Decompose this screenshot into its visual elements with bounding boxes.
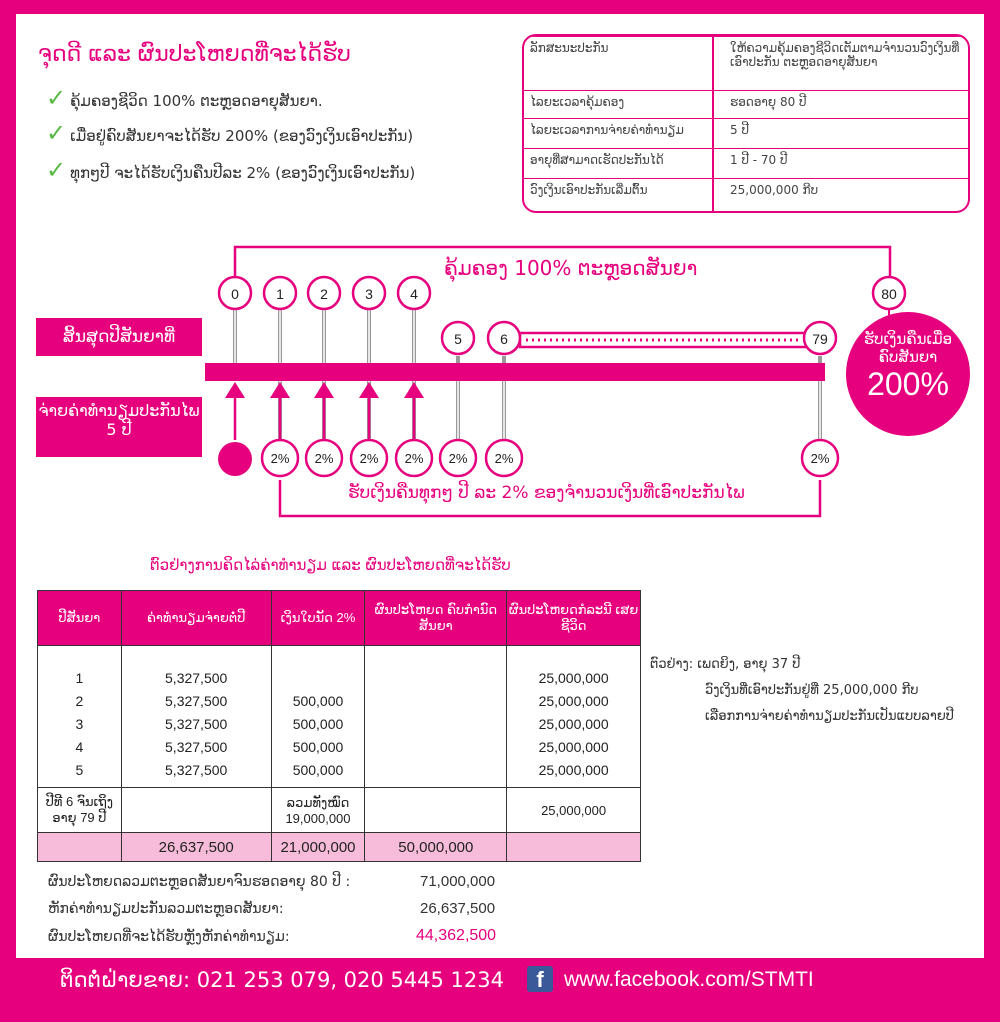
- table-cell: [365, 758, 507, 781]
- table-cell: 3: [38, 712, 122, 735]
- benefit-text: ຄຸ້ມຄອງຊີວິດ 100% ຕະຫຼອດອາຍຸສັນຍາ.: [70, 92, 323, 110]
- table-cell: 1: [38, 666, 122, 689]
- column-header: ຄ່າທຳນຽມຈ່າຍຕໍ່ປີ: [121, 591, 271, 646]
- info-value: 25,000,000 ກີບ: [730, 183, 819, 197]
- table-cell: 25,000,000: [507, 788, 641, 833]
- info-label: ລັກສະນະປະກັນ: [530, 41, 609, 55]
- refund-label: 2%: [810, 451, 830, 466]
- table-cell: [121, 788, 271, 833]
- benefits-title: ຈຸດດີ ແລະ ຜົນປະໂຫຍດທີ່ຈະໄດ້ຮັບ: [38, 42, 351, 67]
- example-title: ຕົວຢ່າງການຄິດໄລ່ຄ່າທຳນຽມ ແລະ ຜົນປະໂຫຍດທີ່ຈະໄດ້ຮັບ: [150, 556, 511, 574]
- table-cell: 500,000: [271, 689, 365, 712]
- table-cell: [365, 735, 507, 758]
- table-cell: 4: [38, 735, 122, 758]
- column-header: ຜົນປະໂຫຍດກໍລະນີ ເສຍຊີວິດ: [507, 591, 641, 646]
- table-row: [38, 735, 641, 758]
- table-cell: 25,000,000: [507, 689, 641, 712]
- info-row: [524, 118, 968, 149]
- info-row: [524, 36, 968, 91]
- info-row: [524, 90, 968, 119]
- table-cell: 500,000: [271, 758, 365, 781]
- check-icon: ✓: [46, 119, 67, 147]
- facebook-icon[interactable]: f: [527, 966, 553, 992]
- benefit-text: ທຸກໆປີ ຈະໄດ້ຮັບເງິນຄືນປີລະ 2% (ຂອງວົງເງິນເອົາປະກັນ): [70, 164, 416, 182]
- cell-line: ລວມທັງໝົດ: [286, 794, 350, 810]
- payment-arrows: [225, 382, 424, 440]
- product-info-table: [522, 34, 970, 213]
- check-icon: ✓: [46, 84, 67, 112]
- year-label-80: 80: [881, 286, 897, 302]
- summary-net-value: 44,362,500: [416, 927, 497, 944]
- year-label: 4: [410, 286, 418, 302]
- summary-value: 26,637,500: [420, 900, 496, 917]
- refund-label: 2%: [314, 451, 334, 466]
- coverage-label: ຄຸ້ມຄອງ 100% ຕະຫຼອດສັນຍາ: [444, 256, 698, 280]
- info-value: 1 ປີ - 70 ປີ: [730, 153, 788, 167]
- table-cell: [38, 833, 122, 862]
- table-row: [38, 666, 641, 689]
- cell-line: ອາຍຸ 79 ປີ: [52, 810, 107, 825]
- benefit-item: [46, 156, 415, 184]
- maturity-line2: ຄົບສັນຍາ: [878, 348, 938, 366]
- year-label: 3: [365, 286, 373, 302]
- year-label: 79: [812, 331, 828, 347]
- table-cell: [365, 712, 507, 735]
- table-cell: [365, 666, 507, 689]
- table-row: [38, 689, 641, 712]
- check-icon: ✓: [46, 156, 67, 184]
- maturity-percent: 200%: [867, 366, 949, 402]
- info-value: ໃຫ້ຄວາມຄຸ້ມຄອງຊີວິດເຕັມຕາມຈຳນວນວົງເງິນທີ່ເອົາປະກັນ ຕະຫຼອດອາຍຸສັນຍາ: [730, 41, 960, 69]
- calculation-table: [37, 590, 641, 862]
- example-note: ເລືອກການຈ່າຍຄ່າທຳນຽມປະກັນເປັນແບບລາຍປີ: [705, 709, 954, 724]
- refund-label: 2%: [404, 451, 424, 466]
- table-cell: 5,327,500: [121, 735, 271, 758]
- table-header-row: [38, 591, 641, 646]
- timeline-bar: [205, 363, 825, 381]
- contact-info: ຕິດຕໍ່ຝ່າຍຂາຍ: 021 253 079, 020 5445 1234: [60, 968, 504, 992]
- info-value: ຮອດອາຍຸ 80 ປີ: [730, 95, 807, 109]
- benefit-item: [46, 84, 323, 112]
- payment-period-label: [36, 397, 202, 457]
- table-row: [38, 788, 641, 833]
- cell-line: ປີທີ 6 ຈົນເຖິງ: [45, 794, 114, 809]
- top-border: [0, 0, 1000, 14]
- arrow-up-icon: [359, 382, 379, 398]
- payment-label-line1: ຈ່າຍຄ່າທຳນຽມປະກັນໄພ: [38, 401, 200, 420]
- table-cell: 26,637,500: [121, 833, 271, 862]
- year-label: 6: [500, 331, 508, 347]
- table-cell: 50,000,000: [365, 833, 507, 862]
- table-cell: 5,327,500: [121, 689, 271, 712]
- table-cell: 21,000,000: [271, 833, 365, 862]
- facebook-link[interactable]: www.facebook.com/STMTI: [564, 968, 814, 991]
- table-cell: 5,327,500: [121, 712, 271, 735]
- maturity-circle: [846, 312, 970, 436]
- summary-label: ຜົນປະໂຫຍດລວມຕະຫຼອດສັນຍາຈົນຮອດອາຍຸ 80 ປີ :: [48, 874, 351, 890]
- table-cell: 5: [38, 758, 122, 781]
- column-header: ຜົນປະໂຫຍດ ຄົບກຳນົດສັນຍາ: [365, 591, 507, 646]
- table-cell: 25,000,000: [507, 712, 641, 735]
- payment-label-line2: 5 ປີ: [106, 420, 132, 439]
- table-cell: 2: [38, 689, 122, 712]
- table-cell: 500,000: [271, 712, 365, 735]
- table-cell: [271, 666, 365, 689]
- arrow-up-icon: [314, 382, 334, 398]
- table-cell: [507, 833, 641, 862]
- benefit-item: [46, 119, 413, 147]
- table-cell: [271, 788, 365, 833]
- cell-line: 19,000,000: [285, 810, 351, 826]
- spacer-row: [38, 646, 641, 667]
- summary-label: ຫັກຄ່າທຳນຽມປະກັນລວມຕະຫຼອດສັນຍາ:: [48, 901, 284, 917]
- arrow-up-icon: [270, 382, 290, 398]
- refund-label: 2%: [494, 451, 514, 466]
- arrow-up-icon: [404, 382, 424, 398]
- refund-label: 2%: [359, 451, 379, 466]
- info-row: [524, 178, 968, 212]
- start-dot: [218, 442, 252, 476]
- table-cell: [365, 788, 507, 833]
- info-label: ໄລຍະເວລາຄຸ້ມຄອງ: [530, 95, 625, 109]
- table-cell: 5,327,500: [121, 666, 271, 689]
- maturity-line1: ຮັບເງິນຄືນເມື່ອ: [863, 330, 953, 348]
- year-label: 5: [454, 331, 462, 347]
- table-row: [38, 712, 641, 735]
- table-cell: 5,327,500: [121, 758, 271, 781]
- table-cell: 25,000,000: [507, 666, 641, 689]
- refund-label: 2%: [448, 451, 468, 466]
- benefit-text: ເມື່ອຢູ່ຄົບສັນຍາຈະໄດ້ຮັບ 200% (ຂອງວົງເງິນເອົາປະກັນ): [70, 127, 414, 145]
- table-cell: 500,000: [271, 735, 365, 758]
- info-label: ອາຍຸທີ່ສາມາດເຮັດປະກັນໄດ້: [530, 153, 664, 167]
- refund-ticks: [262, 381, 838, 476]
- info-value: 5 ປີ: [730, 123, 749, 137]
- table-cell: 25,000,000: [507, 758, 641, 781]
- info-row: [524, 148, 968, 179]
- table-cell: 25,000,000: [507, 735, 641, 758]
- refund-label: 2%: [270, 451, 290, 466]
- year-label: 2: [320, 286, 328, 302]
- year-ticks-top: [219, 277, 430, 363]
- arrow-up-icon: [225, 382, 245, 398]
- summary-label: ຜົນປະໂຫຍດທີ່ຈະໄດ້ຮັບຫຼັງຫັກຄ່າທຳນຽມ:: [48, 929, 290, 945]
- example-note: ວົງເງິນທີ່ເອົາປະກັນຢູ່ທີ່ 25,000,000 ກີບ: [705, 683, 919, 698]
- info-label: ວົງເງິນເອົາປະກັນເລີ່ມຕົ້ນ: [530, 183, 648, 197]
- footer: [0, 958, 1000, 1022]
- year-label: 1: [276, 286, 284, 302]
- table-cell: [38, 788, 122, 833]
- refund-label: ຮັບເງິນຄືນທຸກໆ ປີ ລະ 2% ຂອງຈຳນວນເງິນທີ່ເອົາປະກັນໄພ: [348, 483, 745, 503]
- table-cell: [365, 689, 507, 712]
- summary-value: 71,000,000: [420, 873, 496, 890]
- example-note: ຕົວຢ່າງ: ເພດຍິງ, ອາຍຸ 37 ປີ: [650, 657, 801, 672]
- end-of-contract-label: ສິ້ນສຸດປີສັນຍາທີ່: [36, 318, 202, 356]
- year-label: 0: [231, 286, 239, 302]
- column-header: ເງິນໃບນັດ 2%: [271, 591, 365, 646]
- table-row: [38, 758, 641, 781]
- table-total-row: [38, 833, 641, 862]
- table-body: [38, 666, 641, 781]
- column-header: ປີສັນຍາ: [38, 591, 122, 646]
- info-label: ໄລຍະເວລາການຈ່າຍຄ່າທຳນຽມ: [530, 123, 684, 137]
